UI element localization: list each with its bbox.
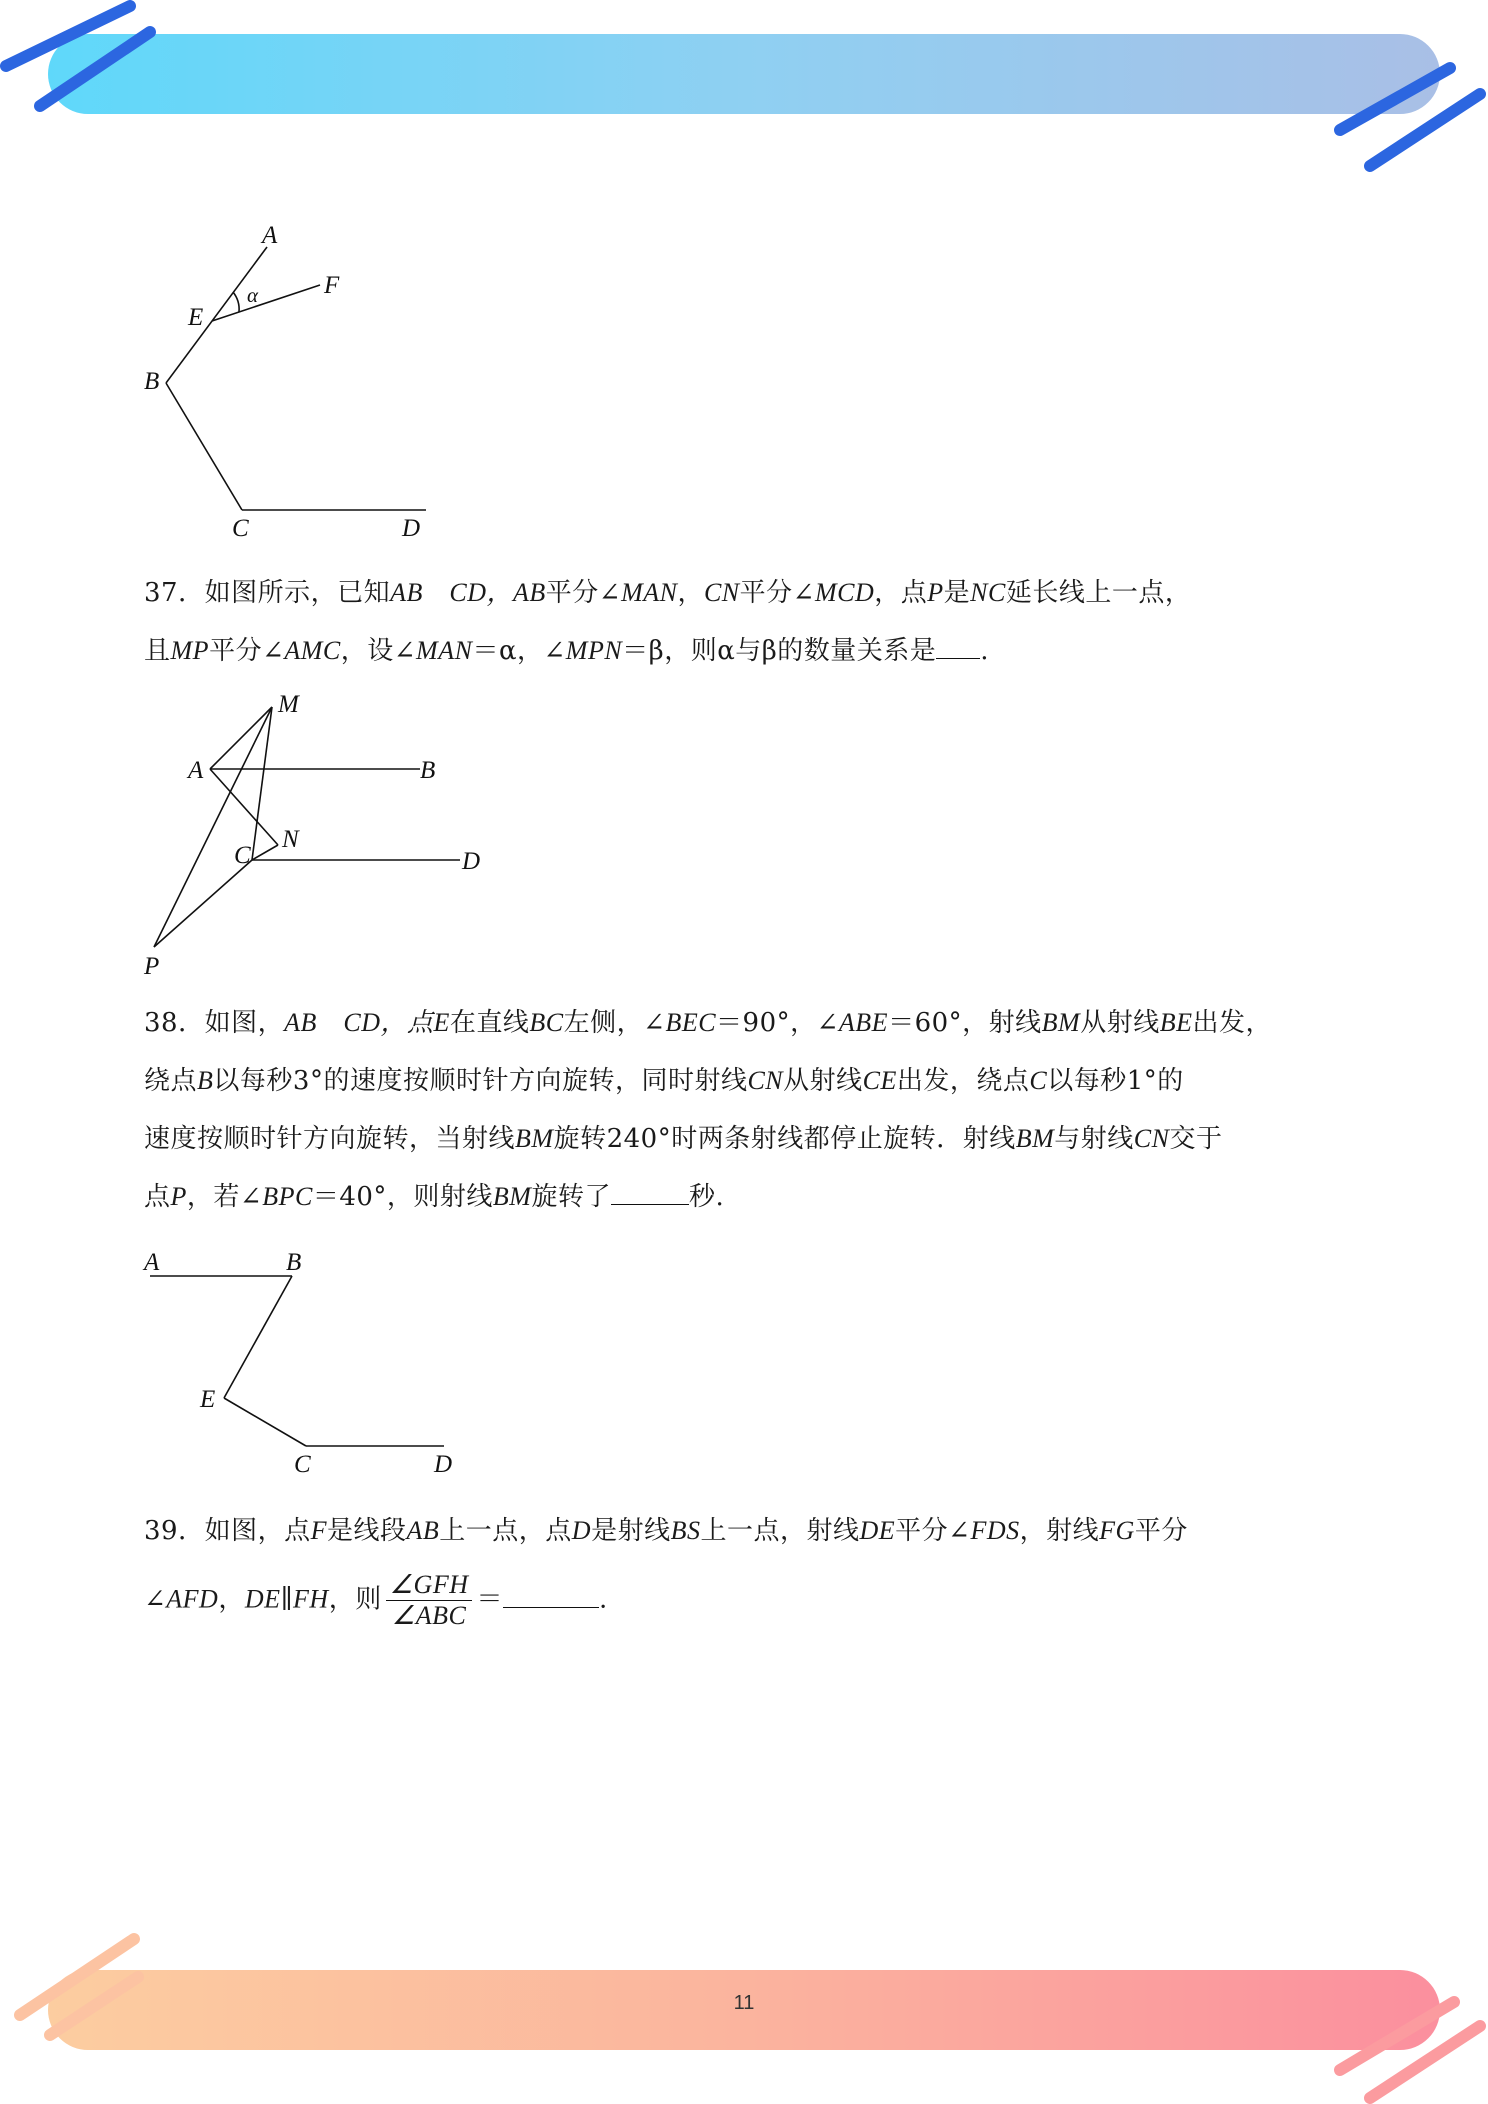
line-am <box>210 707 272 769</box>
figure-q36 <box>130 225 450 555</box>
question-37 <box>144 564 1354 680</box>
fraction-denominator: ∠ABC <box>391 1601 467 1630</box>
label-n: N <box>282 826 299 853</box>
label-a: A <box>262 225 278 249</box>
label-b: B <box>286 1249 302 1276</box>
figure-q38 <box>140 1240 470 1480</box>
label-b: B <box>144 368 160 395</box>
label-d: D <box>434 1451 453 1478</box>
line-ba <box>166 247 267 383</box>
answer-blank-37[interactable] <box>936 628 980 659</box>
label-c: C <box>234 842 251 869</box>
line-an <box>210 769 278 845</box>
line-ec <box>224 1398 306 1446</box>
figure-q37 <box>140 685 500 985</box>
label-e: E <box>188 304 204 331</box>
label-b: B <box>420 757 436 784</box>
line-be <box>224 1276 292 1398</box>
question-37-line-1: 37．如图所示，已知AB CD，AB平分∠MAN，CN平分∠MCD，点P是NC延长线上一点， <box>144 578 1192 608</box>
label-alpha: α <box>247 283 259 307</box>
fraction-gfh-over-abc <box>386 1570 473 1631</box>
label-a: A <box>188 757 204 784</box>
label-e: E <box>200 1386 216 1413</box>
question-38-line-3: 速度按顺时针方向旋转，当射线BM旋转240°时两条射线都停止旋转．射线BM与射线CN交于 <box>144 1124 1223 1154</box>
line-cp <box>154 860 252 947</box>
label-p: P <box>144 953 160 980</box>
question-39-line-1: 39．如图，点F是线段AB上一点，点D是射线BS上一点，射线DE平分∠FDS，射线FG平分 <box>144 1516 1188 1546</box>
angle-arc-alpha <box>233 292 239 312</box>
question-38 <box>144 994 1354 1226</box>
label-a: A <box>144 1249 160 1276</box>
label-f: F <box>324 272 340 299</box>
label-d: D <box>462 848 481 875</box>
question-38-line-2: 绕点B以每秒3°的速度按顺时针方向旋转，同时射线CN从射线CE出发，绕点C以每秒1°的 <box>144 1066 1184 1096</box>
line-ef <box>212 285 320 321</box>
question-39 <box>144 1502 1354 1631</box>
question-37-line-2: 且MP平分∠AMC，设∠MAN＝α，∠MPN＝β，则α与β的数量关系是 . <box>144 622 1354 680</box>
line-nc <box>252 845 278 860</box>
line-mp <box>154 707 272 947</box>
answer-blank-38[interactable] <box>611 1174 689 1205</box>
question-38-line-4: 点P，若∠BPC＝40°，则射线BM旋转了 秒. <box>144 1168 1354 1226</box>
header-banner <box>48 34 1440 114</box>
label-m: M <box>278 691 299 718</box>
label-d: D <box>402 515 421 542</box>
answer-blank-39[interactable] <box>503 1577 599 1608</box>
question-38-line-1: 38．如图，AB CD，点E在直线BC左侧，∠BEC＝90°，∠ABE＝60°，射线BM从射线BE出发， <box>144 1008 1273 1038</box>
line-mc <box>252 707 272 860</box>
question-39-line-2: ∠AFD，DE∥FH，则 $\frac{\text{∠GFH}}{\text{∠ABC}}$ ＝ . <box>144 1570 608 1630</box>
page-number: 11 <box>733 1992 755 2014</box>
label-c: C <box>294 1451 311 1478</box>
fraction-numerator: ∠GFH <box>386 1570 473 1601</box>
line-bc <box>166 383 242 510</box>
label-c: C <box>232 515 249 542</box>
